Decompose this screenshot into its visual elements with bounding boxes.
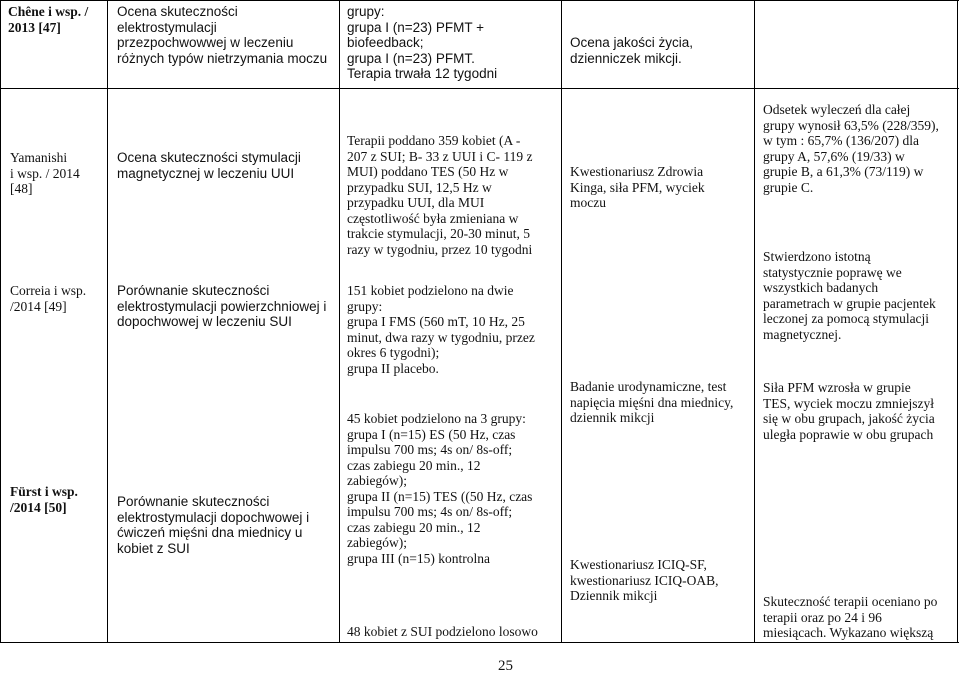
- page-number: 25: [498, 658, 513, 674]
- result-next-study: Skuteczność terapii oceniano po terapii oraz po 24 i 96 miesiącach. Wykazano większą: [763, 594, 938, 640]
- row-divider: [0, 88, 959, 89]
- result-yamanishi: Odsetek wyleczeń dla całej grupy wynosił 63,5% (228/359), w tym : 65,7% (136/207) dla grupy A, 57,6% (19/33) w grupie B, a 61,3% (73/119) w grupie C.: [763, 102, 939, 195]
- row1-author-cell: Chêne i wsp. / 2013 [47]: [8, 4, 89, 35]
- method-furst: 45 kobiet podzielono na 3 grupy: grupa I (n=15) ES (50 Hz, czas impulsu 700 ms; 4s on/ 8s-off; czas zabiegu 20 min., 12 zabiegów); grupa II (n=15) TES ((50 Hz, czas impulsu 700 ms; 4s on/ 8s-off; czas zabiegu 20 min., 12 zabiegów); grupa III (n=15) kontrolna: [347, 411, 533, 566]
- author-yamanishi: Yamanishi i wsp. / 2014 [48]: [10, 150, 80, 196]
- result-furst: Siła PFM wzrosła w grupie TES, wyciek moczu zmniejszył się w obu grupach, jakość życia uległa poprawie w obu grupach: [763, 380, 935, 442]
- method-yamanishi: Terapii poddano 359 kobiet (A - 207 z SUI; B- 33 z UUI i C- 119 z MUI) poddano TES (50 Hz w przypadku SUI, 12,5 Hz w przypadku UUI, dla MUI częstotliwość była zmieniana w trakcie stymulacji, 20-30 minut, 5 razy w tygodniu, przez 10 tygodni: [347, 133, 533, 257]
- col-divider-2: [107, 0, 108, 643]
- col-divider-1: [0, 0, 1, 643]
- method-next-study: 48 kobiet z SUI podzielono losowo: [347, 624, 538, 639]
- col-divider-5: [754, 0, 755, 643]
- table-top-border: [0, 0, 959, 1]
- row1-aim-cell: Ocena skuteczności elektrostymulacji przezpochwowwej w leczeniu różnych typów nietrzymania moczu: [117, 4, 328, 66]
- author-furst: Fürst i wsp. /2014 [50]: [10, 484, 78, 515]
- col-divider-3: [339, 0, 340, 643]
- col-divider-4: [561, 0, 562, 643]
- tools-correia: Badanie urodynamiczne, test napięcia mięśni dna miednicy, dziennik mikcji: [570, 379, 734, 425]
- tools-yamanishi: Kwestionariusz Zdrowia Kinga, siła PFM, wyciek moczu: [570, 164, 705, 210]
- table-bottom-border: [0, 642, 959, 643]
- row1-method-cell: grupy: grupa I (n=23) PFMT + biofeedback; grupa I (n=23) PFMT. Terapia trwała 12 tygodni: [347, 4, 498, 81]
- aim-furst: Porównanie skuteczności elektrostymulacji dopochwowej i ćwiczeń mięśni dna miednicy u kobiet z SUI: [117, 494, 310, 556]
- aim-correia: Porównanie skuteczności elektrostymulacji powierzchniowej i dopochwowej w leczeniu SUI: [117, 283, 327, 329]
- col-divider-6: [957, 0, 958, 643]
- method-correia: 151 kobiet podzielono na dwie grupy: grupa I FMS (560 mT, 10 Hz, 25 minut, dwa razy w tygodniu, przez okres 6 tygodni); grupa II placebo.: [347, 283, 535, 376]
- row1-tools-cell: Ocena jakości życia, dzienniczek mikcji.: [570, 35, 694, 66]
- result-correia: Stwierdzono istotną statystycznie poprawę we wszystkich badanych parametrach w grupie pacjentek leczonej za pomocą stymulacji magnetycznej.: [763, 249, 936, 342]
- author-correia: Correia i wsp. /2014 [49]: [10, 283, 87, 314]
- aim-yamanishi: Ocena skuteczności stymulacji magnetycznej w leczeniu UUI: [117, 150, 301, 181]
- tools-furst: Kwestionariusz ICIQ-SF, kwestionariusz ICIQ-OAB, Dziennik mikcji: [570, 557, 719, 603]
